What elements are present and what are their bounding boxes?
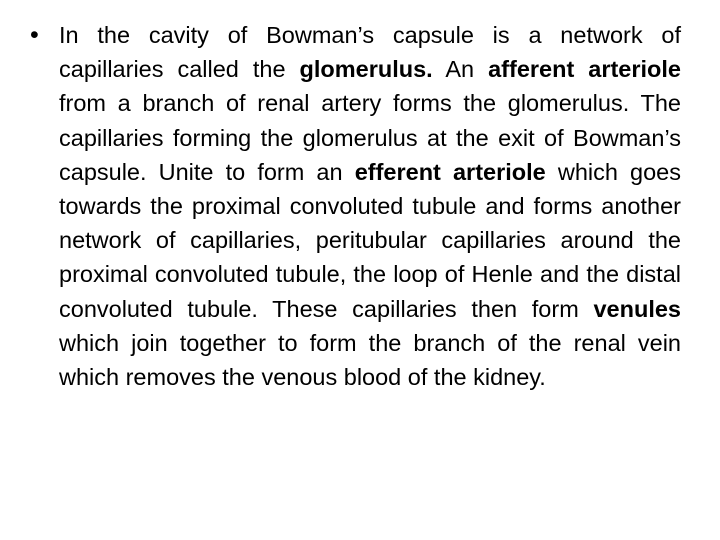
bullet-marker: • (30, 21, 39, 49)
text-run: which join together to form the branch of the renal vein which removes the venous blood of the kidney. (59, 329, 681, 391)
bold-term-venules: venules (593, 295, 681, 322)
text-run: In the cavity of Bowman’s capsule is a network of capillaries called the (59, 22, 681, 83)
text-run: which goes towards the proximal convoluted tubule and forms another network of capillaries, peritubular capillaries around the proximal convoluted tubule, the loop of Henle and the distal convoluted tubule. These capillaries then form (59, 158, 681, 322)
bold-term-afferent-arteriole: afferent arteriole (488, 56, 681, 83)
text-run: from a branch of renal artery forms the glomerulus. The capillaries forming the glomerulus at the exit of Bowman’s capsule. Unite to form an (59, 90, 681, 185)
bold-term-glomerulus: glomerulus. (299, 56, 433, 83)
body-paragraph (59, 18, 681, 394)
text-run: An (432, 56, 489, 83)
bold-term-efferent-arteriole: efferent arteriole (354, 158, 546, 185)
